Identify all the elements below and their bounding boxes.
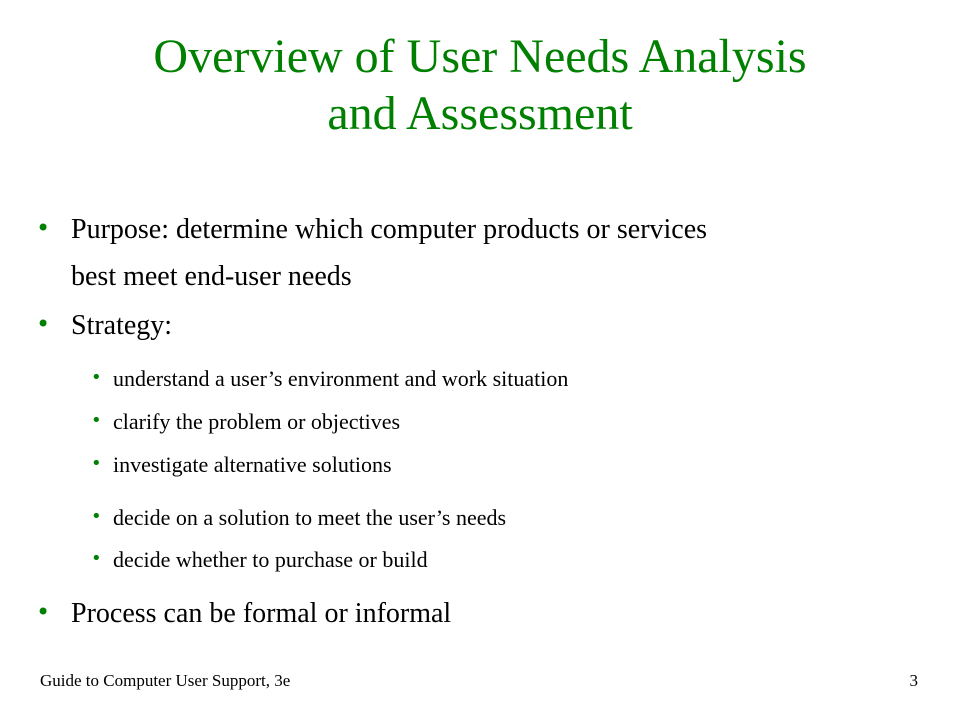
bullet-dot-icon: • bbox=[91, 410, 102, 431]
bullet-dot-icon: • bbox=[36, 598, 51, 626]
bullet-dot-icon: • bbox=[91, 367, 102, 388]
bullet-text: Strategy: bbox=[71, 310, 173, 341]
bullet-dot-icon: • bbox=[91, 453, 102, 474]
sub-bullet-text: decide whether to purchase or build bbox=[113, 547, 428, 572]
footer-source: Guide to Computer User Support, 3e bbox=[40, 671, 291, 690]
bullet-dot-icon: • bbox=[91, 506, 102, 527]
bullet-dot-icon: • bbox=[36, 214, 51, 242]
sub-bullet-text: clarify the problem or objectives bbox=[113, 409, 401, 434]
bullet-text-continuation: best meet end-user needs bbox=[71, 261, 352, 292]
bullet-dot-icon: • bbox=[36, 310, 51, 338]
bullet-text: Purpose: determine which computer products or services bbox=[71, 214, 708, 245]
page-number: 3 bbox=[909, 671, 918, 690]
sub-bullet-text: decide on a solution to meet the user’s needs bbox=[113, 505, 507, 530]
bullet-text: Process can be formal or informal bbox=[71, 598, 452, 629]
title-line-2: and Assessment bbox=[327, 87, 633, 140]
sub-bullet-text: understand a user’s environment and work situation bbox=[113, 366, 569, 391]
bullet-dot-icon: • bbox=[91, 548, 102, 569]
sub-bullet-text: investigate alternative solutions bbox=[113, 452, 392, 477]
title-line-1: Overview of User Needs Analysis bbox=[153, 30, 807, 83]
